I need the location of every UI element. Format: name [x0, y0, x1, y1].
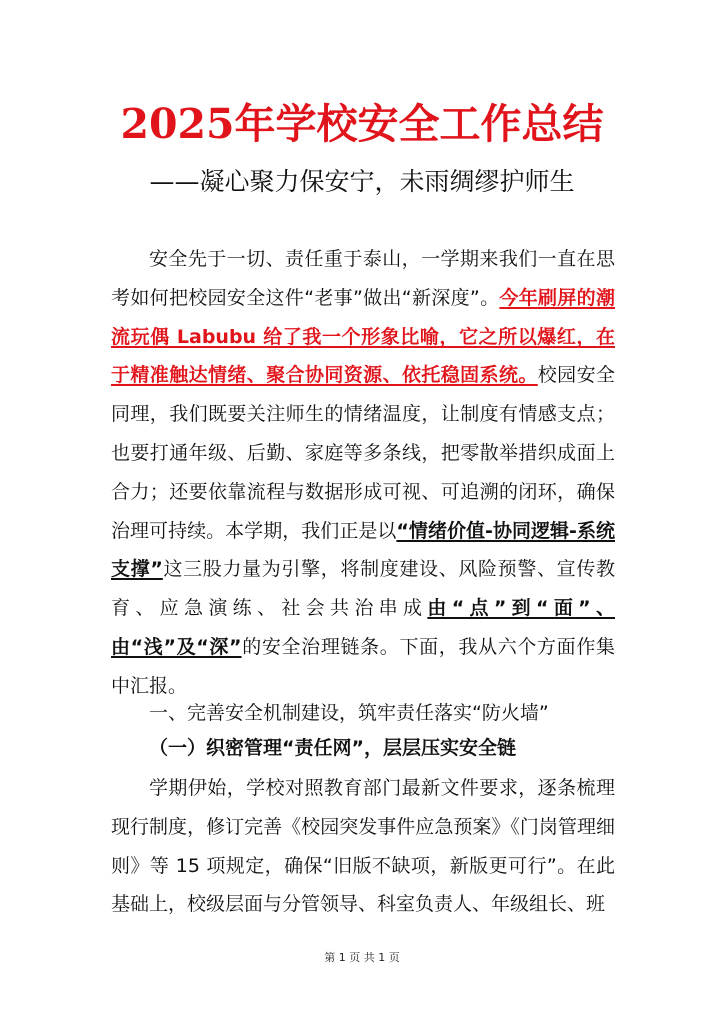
intro-highlight-engine: “情绪价值-协同逻辑-系统支撑” [111, 519, 615, 581]
intro-highlight-red: 今年刷屏的潮流玩偶 Labubu 给了我一个形象比喻，它之所以爆红，在于精准触达情绪、聚合协同资源、依托稳固系统。 [111, 286, 615, 387]
intro-paragraph [111, 240, 615, 706]
subsection-heading: （一）织密管理“责任网”，层层压实安全链 [149, 737, 516, 759]
section-heading: 一、完善安全机制建设，筑牢责任落实“防火墙” [149, 702, 549, 724]
intro-text-1: 安全先于一切、责任重于泰山，一学期来我们一直在思考如何把校园安全这件“老事”做出“新深度”。 [111, 248, 615, 309]
document-title: 2025年学校安全工作总结 [120, 100, 604, 148]
intro-highlight-chain: 由“点”到“面”、由“浅”及“深” [111, 597, 615, 658]
intro-text-3: 这三股力量为引擎，将制度建设、风险预警、宣传教育、应急演练、社会共治串成 [111, 558, 615, 620]
subsection-paragraph: 学期伊始，学校对照教育部门最新文件要求，逐条梳理现行制度，修订完善《校园突发事件应急预案》《门岗管理细则》等 15 项规定，确保“旧版不缺项，新版更可行”。在此基础上，校级层面与分管领导、科室负责人、年级组长、班 [111, 777, 615, 916]
intro-text-2: 校园安全同理，我们既要关注师生的情绪温度，让制度有情感支点；也要打通年级、后勤、家庭等多条线，把零散举措织成面上合力；还要依靠流程与数据形成可视、可追溯的闭环，确保治理可持续。本学期，我们正是以 [111, 364, 615, 542]
intro-text-4: 的安全治理链条。下面，我从六个方面作集中汇报。 [111, 635, 615, 697]
page-footer: 第 1 页 共 1 页 [324, 951, 400, 964]
document-subtitle: ——凝心聚力保安宁，未雨绸缪护师生 [149, 167, 575, 196]
